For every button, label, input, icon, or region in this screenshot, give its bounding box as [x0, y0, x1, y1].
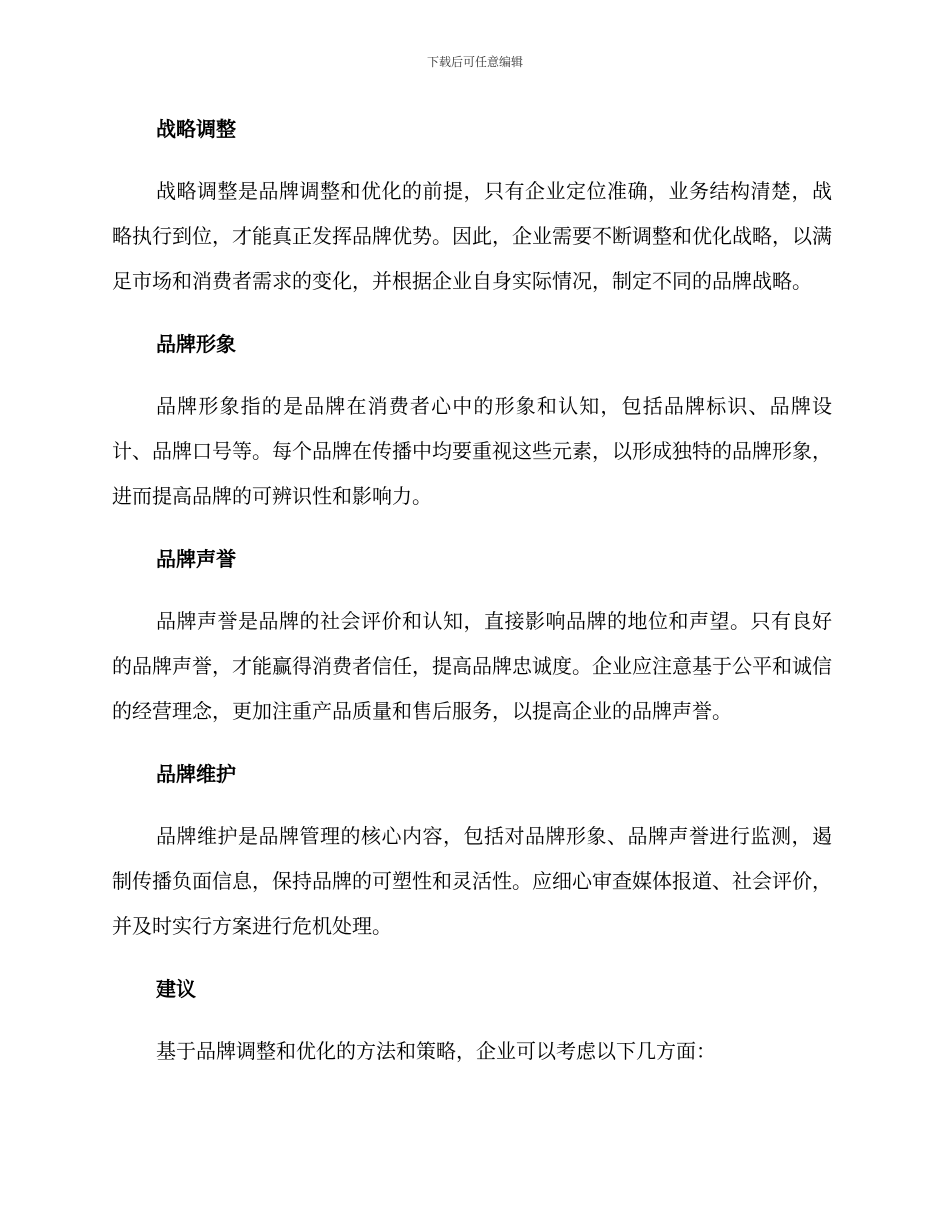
document-body	[112, 108, 832, 1093]
section-paragraph: 品牌声誉是品牌的社会评价和认知，直接影响品牌的地位和声望。只有良好的品牌声誉，才能赢得消费者信任，提高品牌忠诚度。企业应注意基于公平和诚信的经营理念，更加注重产品质量和售后服务，以提高企业的品牌声誉。	[112, 609, 832, 723]
section-paragraph: 品牌形象指的是品牌在消费者心中的形象和认知，包括品牌标识、品牌设计、品牌口号等。每个品牌在传播中均要重视这些元素，以形成独特的品牌形象，进而提高品牌的可辨识性和影响力。	[112, 394, 832, 508]
section-heading: 建议	[156, 977, 196, 1001]
section-heading: 战略调整	[156, 117, 236, 141]
section-paragraph: 品牌维护是品牌管理的核心内容，包括对品牌形象、品牌声誉进行监测，遏制传播负面信息，保持品牌的可塑性和灵活性。应细心审查媒体报道、社会评价，并及时实行方案进行危机处理。	[112, 824, 832, 938]
section-brand-reputation	[112, 538, 832, 734]
section-brand-maintenance	[112, 753, 832, 949]
section-heading: 品牌声誉	[156, 547, 236, 571]
section-heading: 品牌维护	[156, 762, 236, 786]
section-suggestions	[112, 968, 832, 1074]
section-paragraph: 基于品牌调整和优化的方法和策略，企业可以考虑以下几方面：	[156, 1039, 716, 1063]
section-brand-image	[112, 323, 832, 519]
section-heading: 品牌形象	[156, 332, 236, 356]
header-note: 下载后可任意编辑	[426, 55, 523, 69]
section-paragraph: 战略调整是品牌调整和优化的前提，只有企业定位准确，业务结构清楚，战略执行到位，才能真正发挥品牌优势。因此，企业需要不断调整和优化战略，以满足市场和消费者需求的变化，并根据企业自身实际情况，制定不同的品牌战略。	[112, 179, 832, 293]
section-strategy-adjustment	[112, 108, 832, 304]
